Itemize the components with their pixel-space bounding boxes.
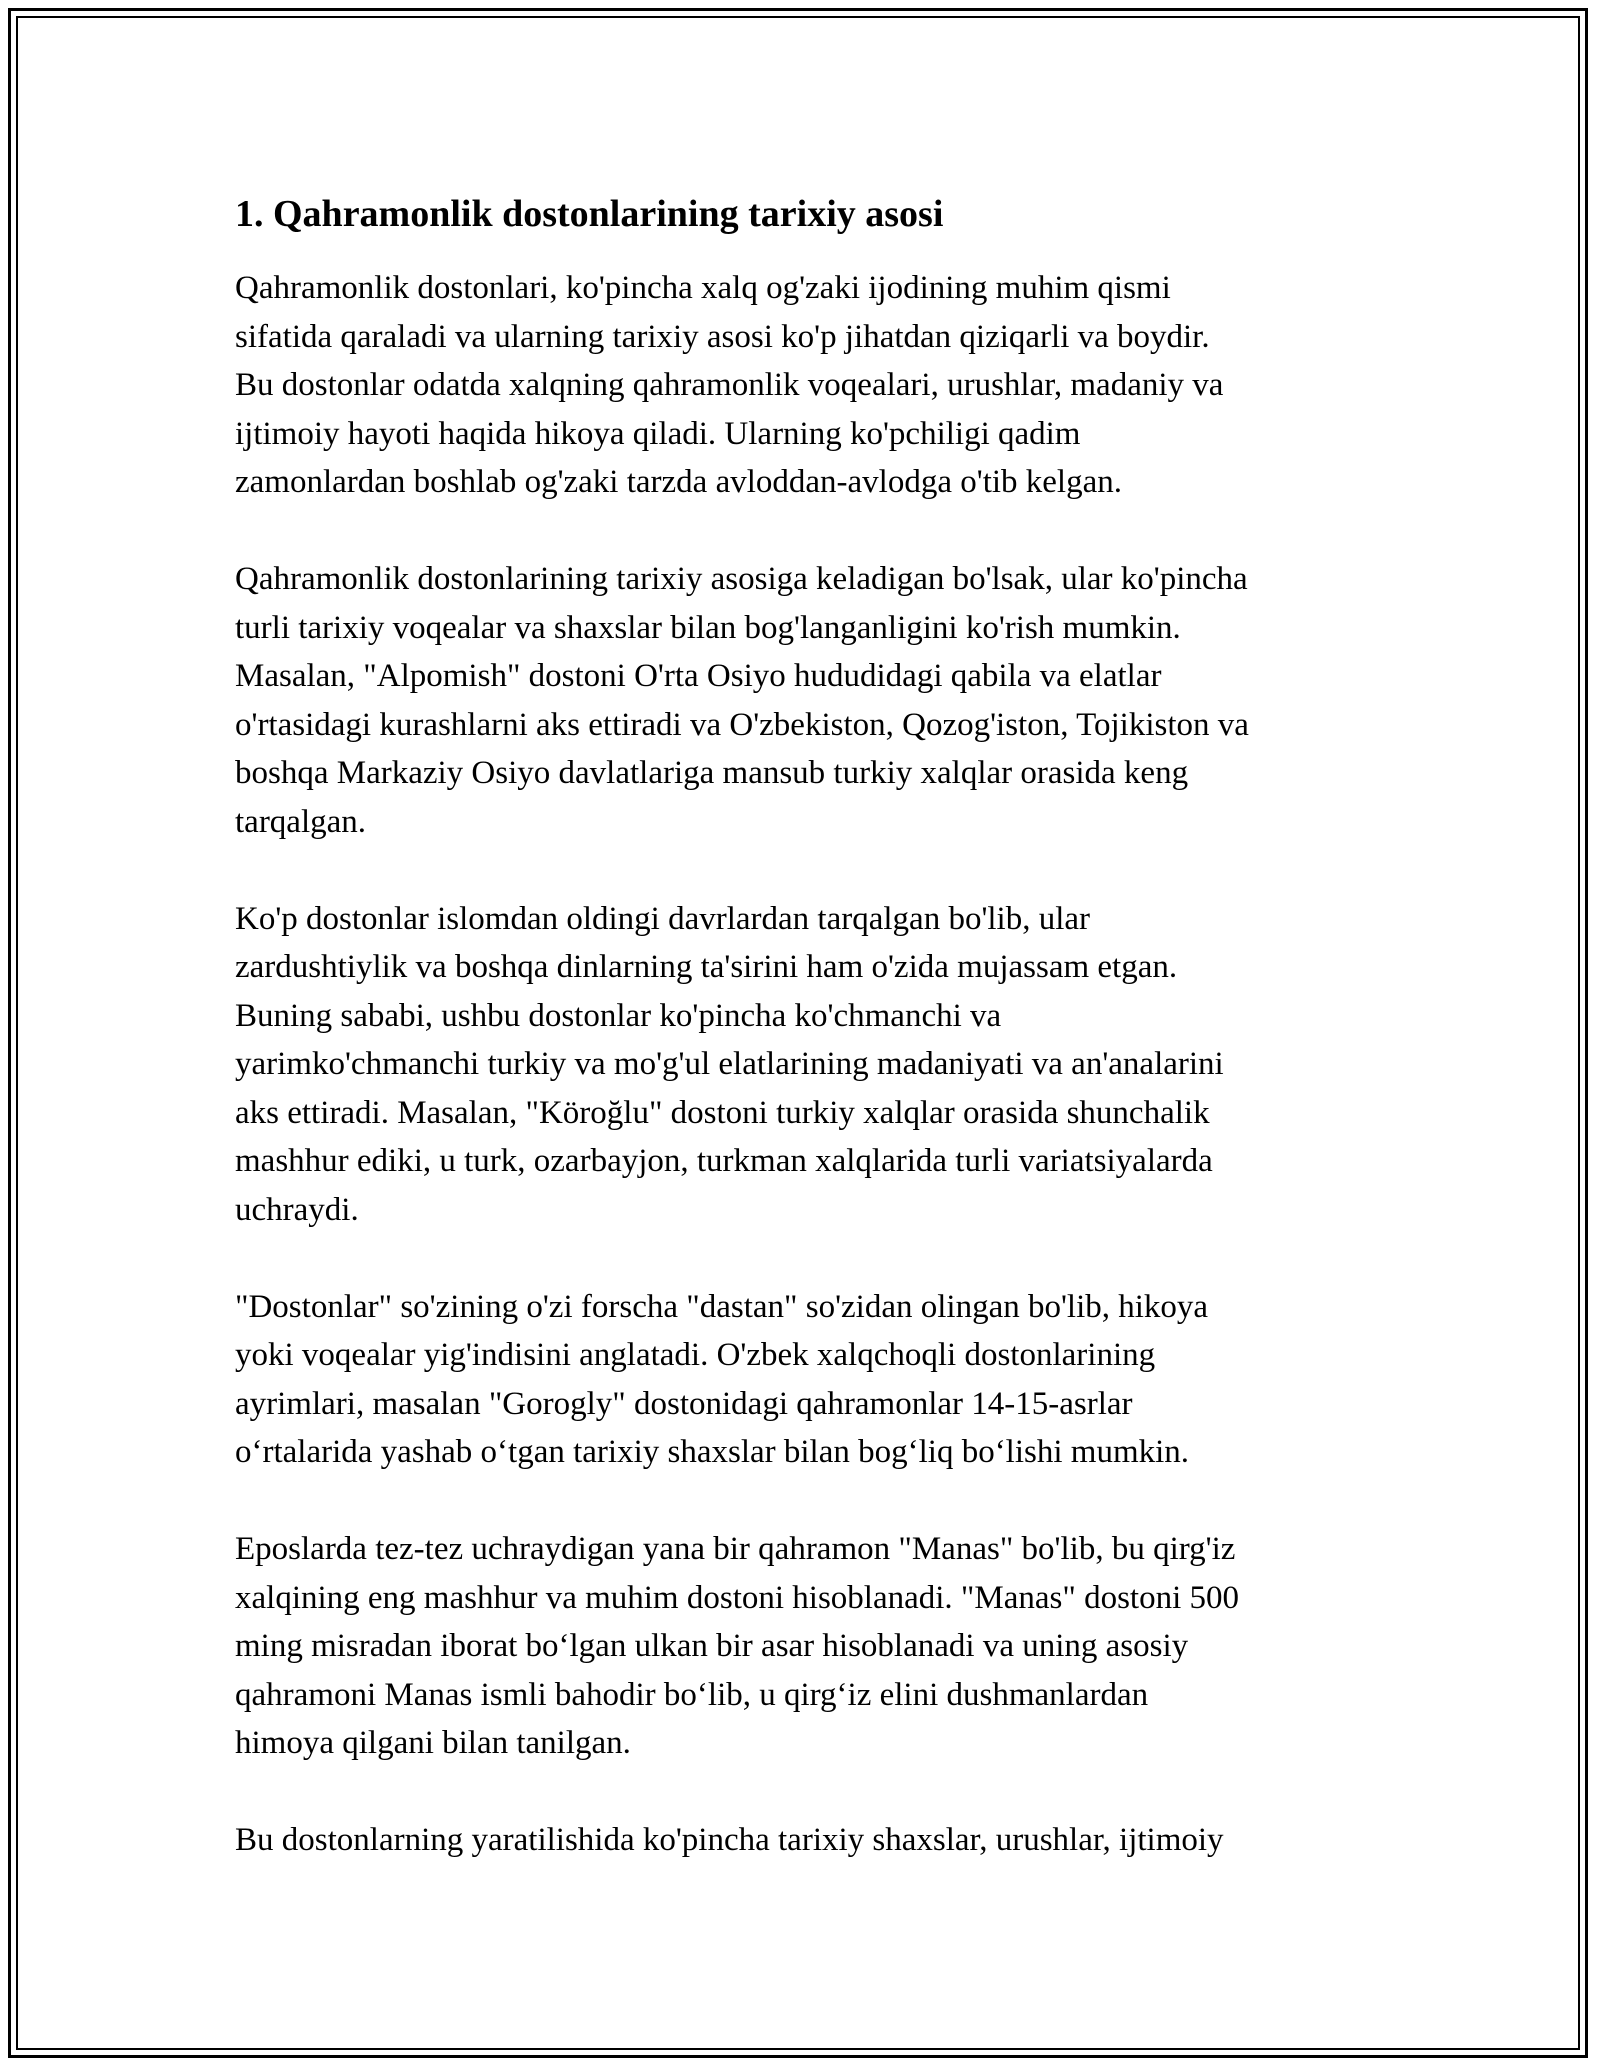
- text-line: zamonlardan boshlab og'zaki tarzda avloddan-avlodga o'tib kelgan.: [235, 464, 1122, 500]
- text-line: o'rtasidagi kurashlarni aks ettiradi va O'zbekiston, Qozog'iston, Tojikiston va: [235, 706, 1249, 743]
- text-line: Qahramonlik dostonlarining tarixiy asosiga keladigan bo'lsak, ular ko'pincha: [235, 561, 1248, 597]
- text-line: aks ettiradi. Masalan, "Köroğlu" dostoni turkiy xalqlar orasida shunchalik: [235, 1094, 1210, 1131]
- text-line: yoki voqealar yig'indisini anglatadi. O'zbek xalqchoqli dostonlarining: [235, 1337, 1156, 1373]
- paragraph-5: [235, 1525, 1375, 1768]
- text-line: qahramoni Manas ismli bahodir bo‘lib, u qirg‘iz elini dushmanlardan: [235, 1676, 1149, 1713]
- text-line: Masalan, "Alpomish" dostoni O'rta Osiyo hududidagi qabila va elatlar: [235, 658, 1162, 694]
- text-line: ijtimoiy hayoti haqida hikoya qiladi. Ularning ko'pchiligi qadim: [235, 415, 1081, 452]
- text-line: himoya qilgani bilan tanilgan.: [235, 1725, 631, 1761]
- text-line: Bu dostonlarning yaratilishida ko'pincha tarixiy shaxslar, urushlar, ijtimoiy: [235, 1822, 1224, 1858]
- text-line: o‘rtalarida yashab o‘tgan tarixiy shaxslar bilan bog‘liq bo‘lishi mumkin.: [235, 1434, 1190, 1470]
- text-line: turli tarixiy voqealar va shaxslar bilan bog'langanligini ko'rish mumkin.: [235, 609, 1181, 646]
- text-line: mashhur ediki, u turk, ozarbayjon, turkman xalqlarida turli variatsiyalarda: [235, 1143, 1213, 1179]
- paragraph-1: [235, 264, 1375, 507]
- text-line: Bu dostonlar odatda xalqning qahramonlik voqealari, urushlar, madaniy va: [235, 367, 1224, 403]
- paragraph-2: [235, 555, 1375, 846]
- text-line: Qahramonlik dostonlari, ko'pincha xalq og'zaki ijodining muhim qismi: [235, 270, 1171, 306]
- text-line: yarimko'chmanchi turkiy va mo'g'ul elatlarining madaniyati va an'analarini: [235, 1046, 1224, 1082]
- text-line: Eposlarda tez-tez uchraydigan yana bir qahramon "Manas" bo'lib, bu qirg'iz: [235, 1531, 1236, 1567]
- text-line: Ko'p dostonlar islomdan oldingi davrlardan tarqalgan bo'lib, ular: [235, 900, 1091, 937]
- document-body: [235, 190, 1375, 1913]
- text-line: zardushtiylik va boshqa dinlarning ta'sirini ham o'zida mujassam etgan.: [235, 949, 1178, 985]
- text-line: xalqining eng mashhur va muhim dostoni hisoblanadi. "Manas" dostoni 500: [235, 1579, 1240, 1616]
- text-line: tarqalgan.: [235, 803, 367, 840]
- text-line: ming misradan iborat bo‘lgan ulkan bir asar hisoblanadi va uning asosiy: [235, 1628, 1189, 1664]
- paragraph-6: [235, 1816, 1375, 1865]
- paragraph-4: [235, 1283, 1375, 1477]
- text-line: sifatida qaraladi va ularning tarixiy asosi ko'p jihatdan qiziqarli va boydir.: [235, 318, 1210, 355]
- text-line: "Dostonlar" so'zining o'zi forscha "dastan" so'zidan olingan bo'lib, hikoya: [235, 1288, 1209, 1325]
- section-heading: 1. Qahramonlik dostonlarining tarixiy asosi: [235, 193, 944, 235]
- text-line: Buning sababi, ushbu dostonlar ko'pincha ko'chmanchi va: [235, 997, 1002, 1034]
- text-line: ayrimlari, masalan "Gorogly" dostonidagi qahramonlar 14-15-asrlar: [235, 1385, 1133, 1422]
- text-line: boshqa Markaziy Osiyo davlatlariga mansub turkiy xalqlar orasida keng: [235, 755, 1189, 791]
- text-line: uchraydi.: [235, 1191, 359, 1228]
- paragraph-3: [235, 895, 1375, 1235]
